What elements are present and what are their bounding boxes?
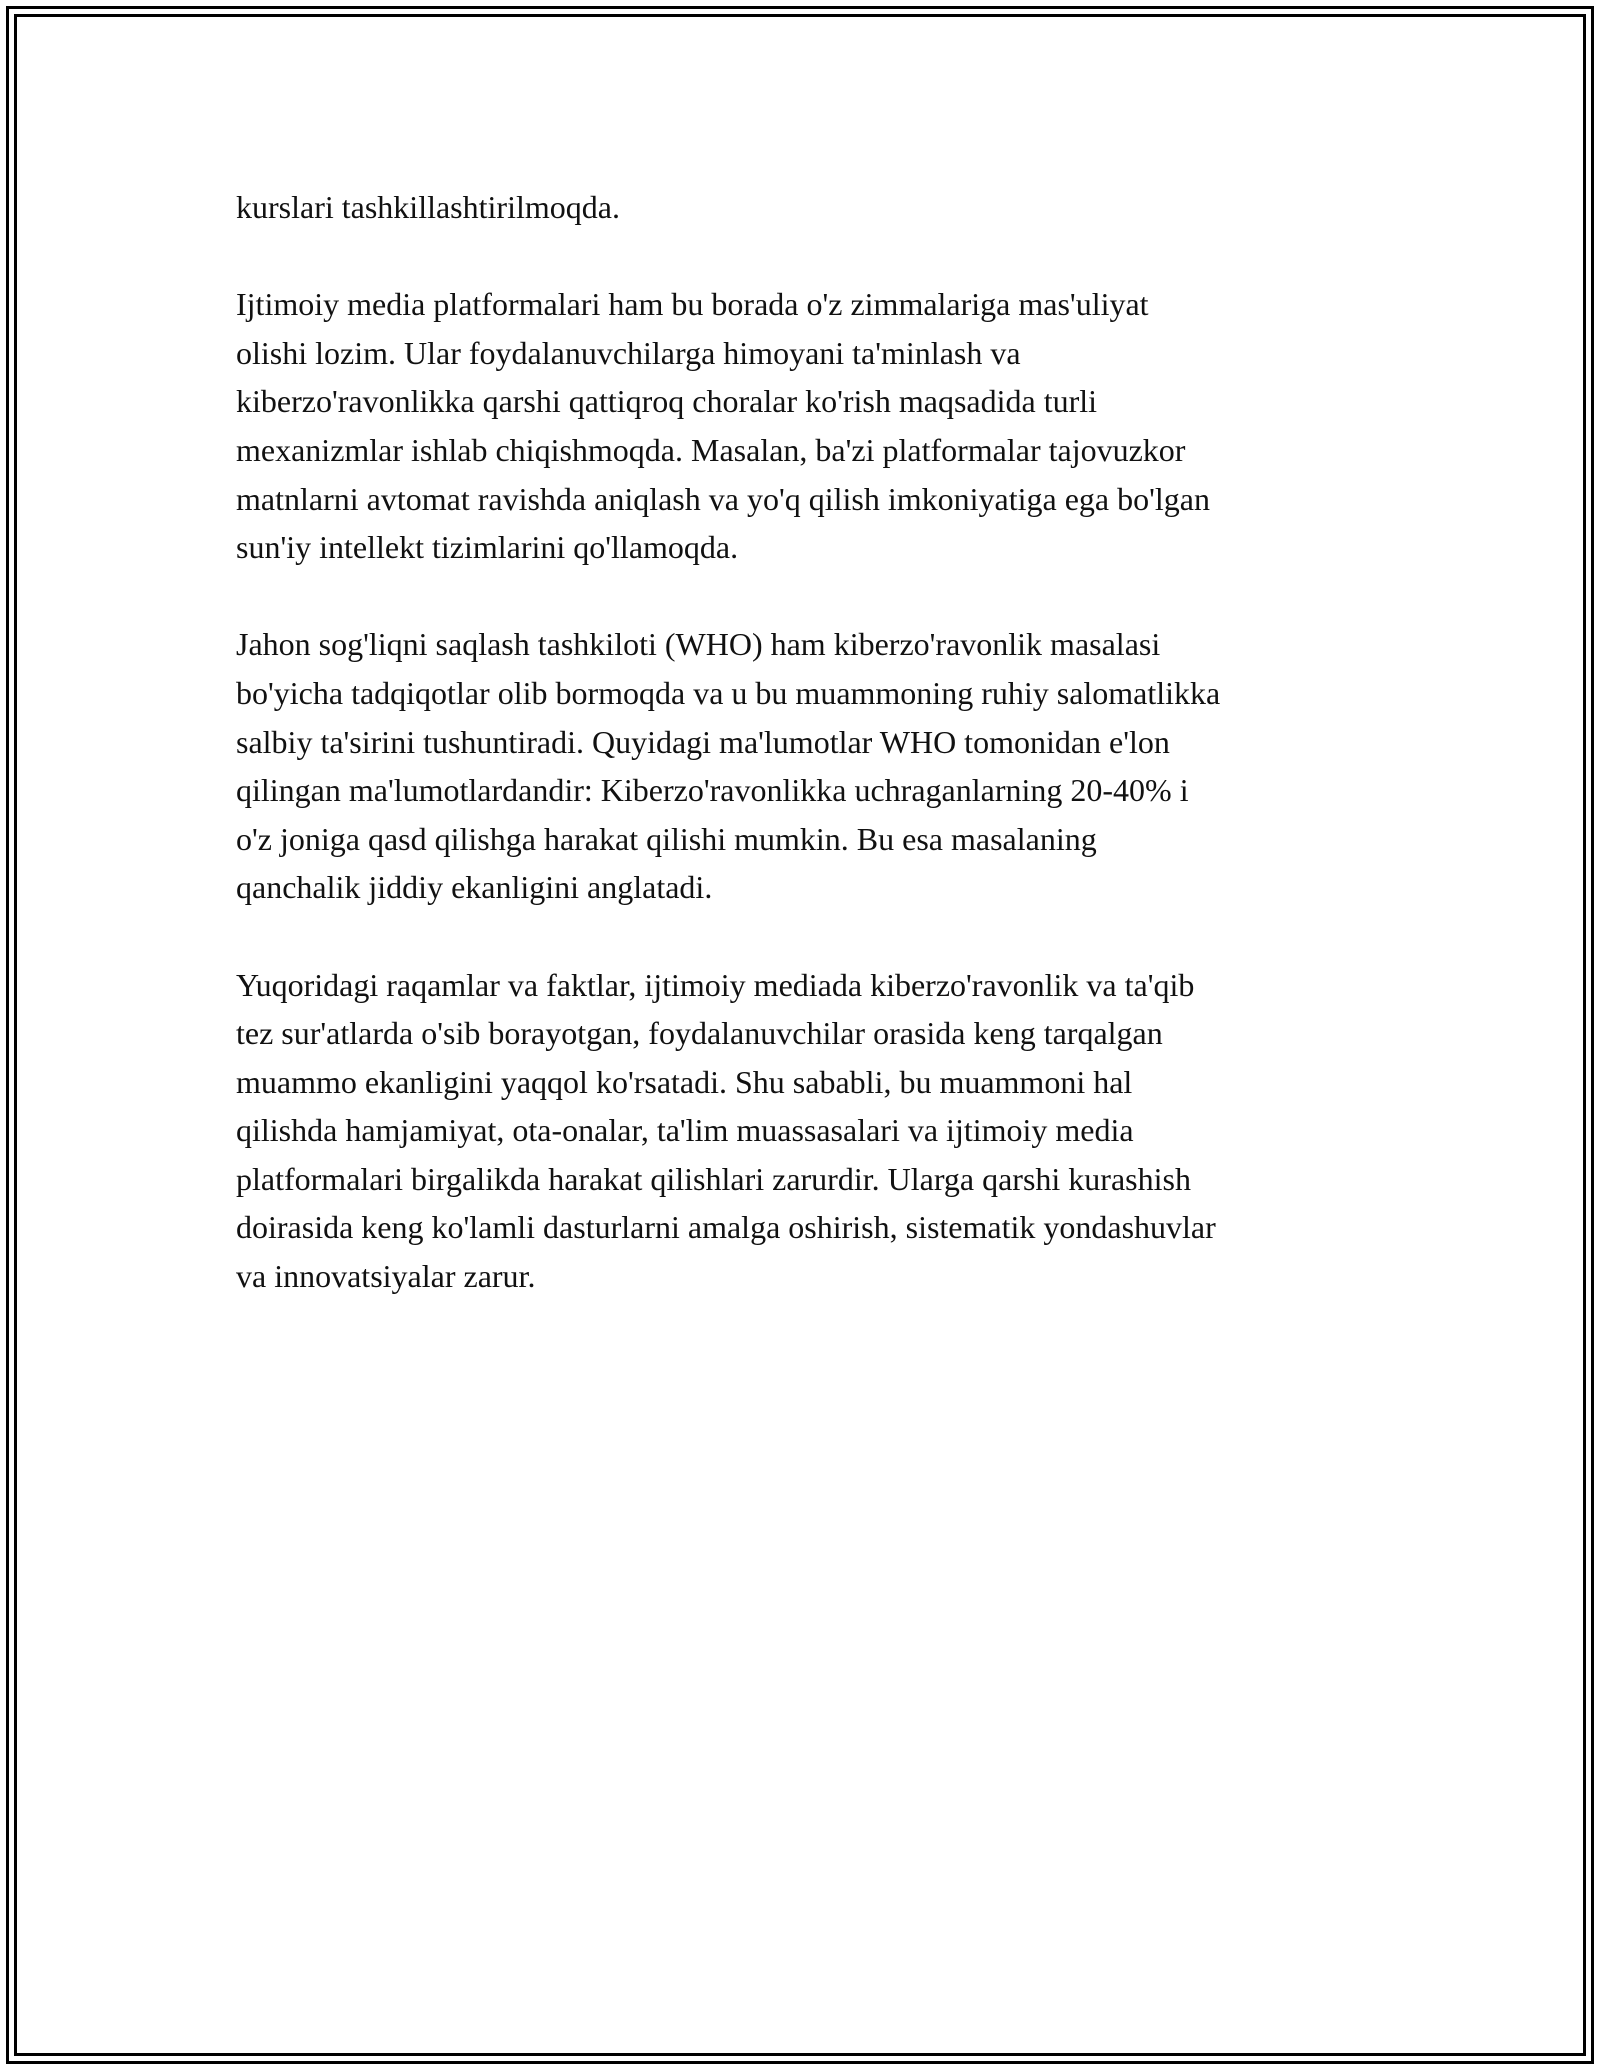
paragraph-1: kurslari tashkillashtirilmoqda. (236, 189, 620, 225)
paragraph-3: Jahon sog'liqni saqlash tashkiloti (WHO) ham kiberzo'ravonlik masalasi bo'yicha tadqiqotlar olib bormoqda va u bu muammoning ruhiy salomatlikka salbiy ta'sirini tushuntiradi. Quyidagi ma'lumotlar WHO tomonidan e'lon qilingan ma'lumotlardandir: Kiberzo'ravonlikka uchraganlarning 20-40% i o'z joniga qasd qilishga harakat qilishi mumkin. Bu esa masalaning qanchalik jiddiy ekanligini anglatadi. (236, 626, 1221, 906)
paragraph-4: Yuqoridagi raqamlar va faktlar, ijtimoiy mediada kiberzo'ravonlik va ta'qib tez sur'atlarda o'sib borayotgan, foydalanuvchilar orasida keng tarqalgan muammo ekanligini yaqqol ko'rsatadi. Shu sababli, bu muammoni hal qilishda hamjamiyat, ota-onalar, ta'lim muassasalari va ijtimoiy media platformalari birgalikda harakat qilishlari zarurdir. Ularga qarshi kurashish doirasida keng ko'lamli dasturlarni amalga oshirish, sistematik yondashuvlar va innovatsiyalar zarur. (236, 966, 1216, 1295)
paragraph-2: Ijtimoiy media platformalari ham bu borada o'z zimmalariga mas'uliyat olishi lozim. Ular foydalanuvchilarga himoyani ta'minlash va kiberzo'ravonlikka qarshi qattiqroq choralar ko'rish maqsadida turli mexanizmlar ishlab chiqishmoqda. Masalan, ba'zi platformalar tajovuzkor matnlarni avtomat ravishda aniqlash va yo'q qilish imkoniyatiga ega bo'lgan sun'iy intellekt tizimlarini qo'llamoqda. (236, 286, 1210, 566)
document-body (236, 183, 1376, 1349)
